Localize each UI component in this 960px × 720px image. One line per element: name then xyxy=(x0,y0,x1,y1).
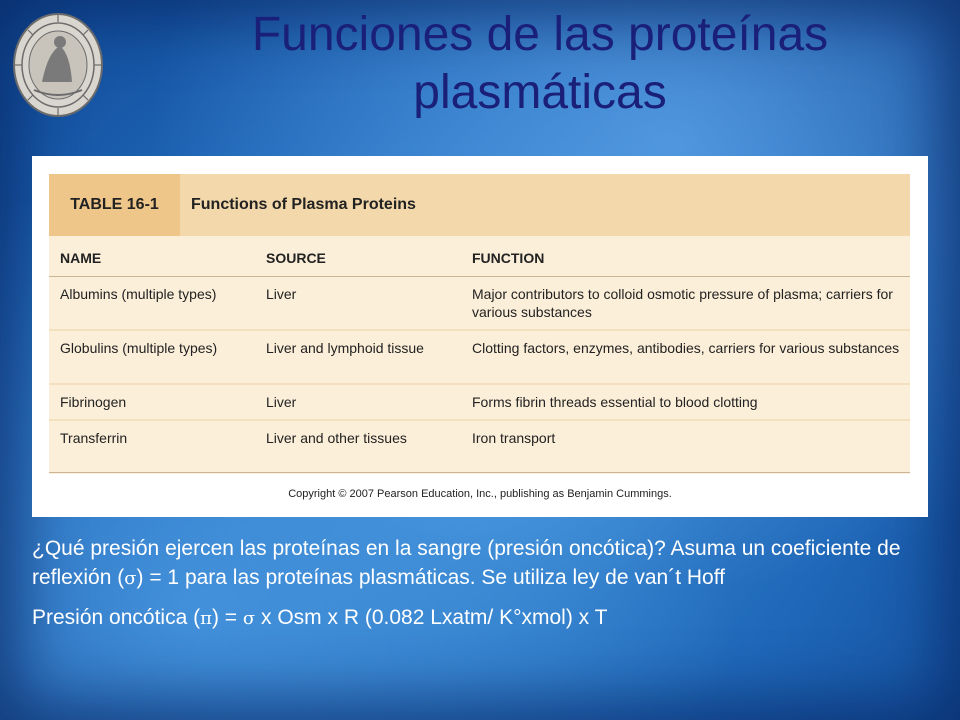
table-row-globulins xyxy=(49,331,910,385)
table-image-card xyxy=(32,156,928,517)
table-row-fibrinogen xyxy=(49,385,910,421)
copyright-note: Copyright © 2007 Pearson Education, Inc., publishing as Benjamin Cummings. xyxy=(288,488,672,500)
cell-function: Clotting factors, enzymes, antibodies, carriers for various substances xyxy=(472,340,900,356)
table-row-albumins xyxy=(49,277,910,331)
cell-name: Globulins (multiple types) xyxy=(60,340,218,356)
cell-name: Transferrin xyxy=(60,430,128,446)
question-text-start: ¿Qué presión ejercen las proteínas en la sangre (presión oncótica)? Asuma un coeficiente de reflexión ( xyxy=(32,537,901,589)
cell-source: Liver and lymphoid tissue xyxy=(266,340,424,356)
oncotic-pressure-question xyxy=(32,534,932,593)
formula-text-end: x Osm x R (0.082 Lxatm/ K°xmol) x T xyxy=(255,606,608,629)
cell-function: Iron transport xyxy=(472,430,556,446)
table-number-label: TABLE 16-1 xyxy=(49,174,180,236)
formula-equals: ) = xyxy=(211,606,243,629)
table-header-band xyxy=(49,174,910,236)
sigma-symbol: σ xyxy=(124,568,137,589)
cell-name: Albumins (multiple types) xyxy=(60,286,217,302)
cell-name: Fibrinogen xyxy=(60,394,127,410)
cell-function: Major contributors to colloid osmotic pressure of plasma; carriers for various substances xyxy=(472,286,893,320)
pi-symbol: π xyxy=(200,608,212,629)
oncotic-pressure-formula xyxy=(32,603,932,633)
table-row-transferrin xyxy=(49,421,910,473)
university-seal-logo xyxy=(12,12,104,118)
slide-body-text xyxy=(32,534,932,633)
column-header-source: SOURCE xyxy=(266,250,326,266)
slide-title: Funciones de las proteínas plasmáticas xyxy=(251,8,829,119)
column-header-function: FUNCTION xyxy=(472,250,545,266)
question-text-end: ) = 1 para las proteínas plasmáticas. Se utiliza ley de van´t Hoff xyxy=(136,566,725,589)
cell-source: Liver and other tissues xyxy=(266,430,407,446)
cell-function: Forms fibrin threads essential to blood clotting xyxy=(472,394,758,410)
formula-text-start: Presión oncótica ( xyxy=(32,606,201,629)
table-column-headers xyxy=(49,236,910,277)
sigma-symbol: σ xyxy=(242,608,256,629)
cell-source: Liver xyxy=(266,394,297,410)
plasma-proteins-table xyxy=(49,236,910,474)
column-header-name: NAME xyxy=(60,250,102,266)
cell-source: Liver xyxy=(266,286,297,302)
table-title: Functions of Plasma Proteins xyxy=(191,196,416,213)
